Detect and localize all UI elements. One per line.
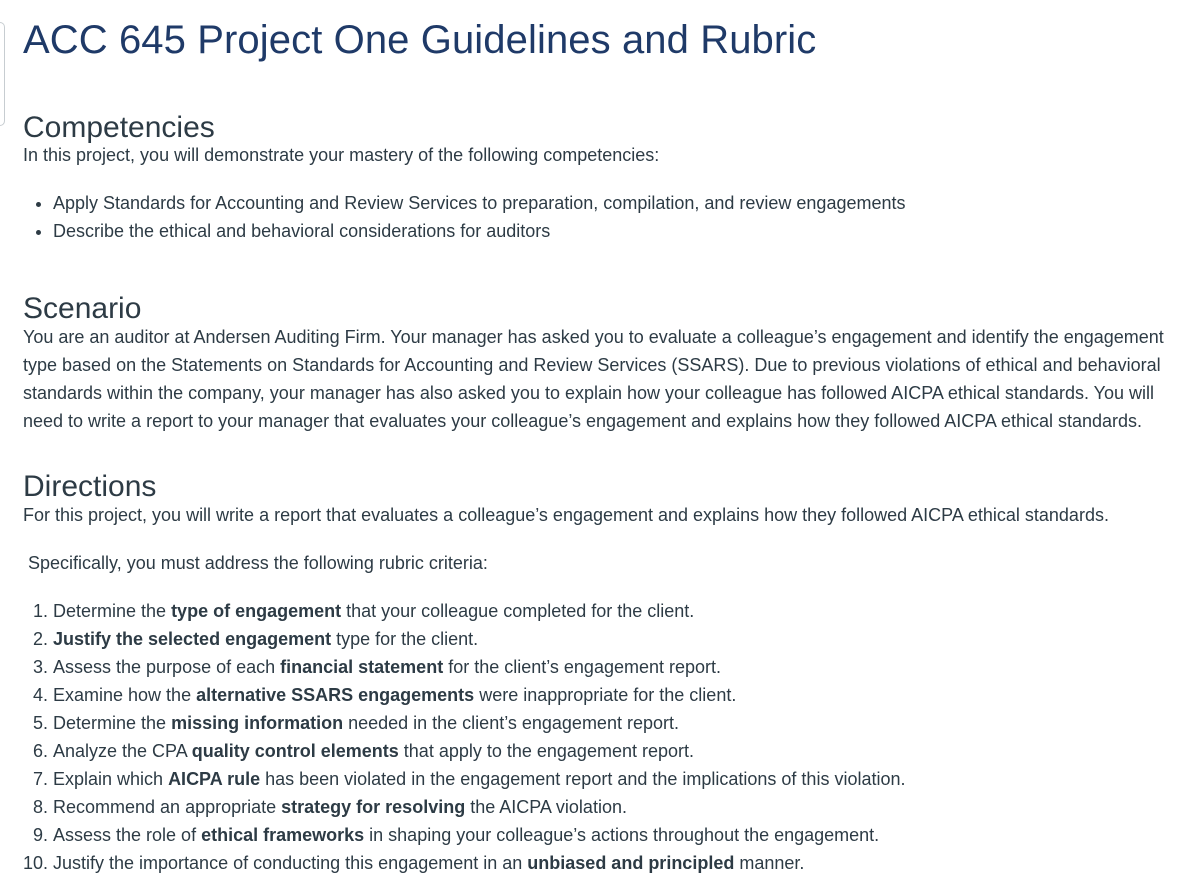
page-content — [23, 0, 1183, 877]
list-item: 3. Assess the purpose of each financial statement for the client’s engagement report. — [53, 653, 1183, 681]
list-item: 6. Analyze the CPA quality control elements that apply to the engagement report. — [53, 737, 1183, 765]
sidebar-collapse-edge — [0, 22, 5, 126]
rubric-criteria-list — [23, 597, 1183, 877]
list-item: 2. Justify the selected engagement type for the client. — [53, 625, 1183, 653]
scenario-heading: Scenario — [23, 292, 142, 325]
directions-heading: Directions — [23, 470, 157, 503]
competencies-intro: In this project, you will demonstrate your mastery of the following competencies: — [23, 145, 660, 165]
list-item: 10. Justify the importance of conducting this engagement in an unbiased and principled manner. — [53, 849, 1183, 877]
competencies-section — [23, 110, 1183, 245]
list-item: 8. Recommend an appropriate strategy for resolving the AICPA violation. — [53, 793, 1183, 821]
competencies-heading: Competencies — [23, 111, 215, 144]
scenario-text: You are an auditor at Andersen Auditing Firm. Your manager has asked you to evaluate a colleague’s engagement and identify the engagement type based on the Statements on Standards for Accounting and Review Services (SSARS). Due to previous violations of ethical and behavioral standards within the company, your manager has also asked you to explain how your colleague has followed AICPA ethical standards. You will need to write a report to your manager that evaluates your colleague’s engagement and explains how they followed AICPA ethical standards. — [23, 327, 1164, 431]
list-item: 7. Explain which AICPA rule has been violated in the engagement report and the implications of this violation. — [53, 765, 1183, 793]
list-item: • Describe the ethical and behavioral considerations for auditors — [53, 217, 1183, 245]
list-item: • Apply Standards for Accounting and Review Services to preparation, compilation, and review engagements — [53, 189, 1183, 217]
directions-intro: For this project, you will write a report that evaluates a colleague’s engagement and explains how they followed AICPA ethical standards. — [23, 505, 1109, 525]
list-item: 5. Determine the missing information needed in the client’s engagement report. — [53, 709, 1183, 737]
list-item: 1. Determine the type of engagement that your colleague completed for the client. — [53, 597, 1183, 625]
page-title: ACC 645 Project One Guidelines and Rubric — [23, 18, 817, 62]
competencies-list — [23, 189, 1183, 245]
rubric-criteria-intro: Specifically, you must address the following rubric criteria: — [28, 553, 488, 573]
directions-section — [23, 469, 1183, 877]
list-item: 9. Assess the role of ethical frameworks in shaping your colleague’s actions throughout the engagement. — [53, 821, 1183, 849]
list-item: 4. Examine how the alternative SSARS engagements were inappropriate for the client. — [53, 681, 1183, 709]
scenario-section — [23, 291, 1183, 435]
